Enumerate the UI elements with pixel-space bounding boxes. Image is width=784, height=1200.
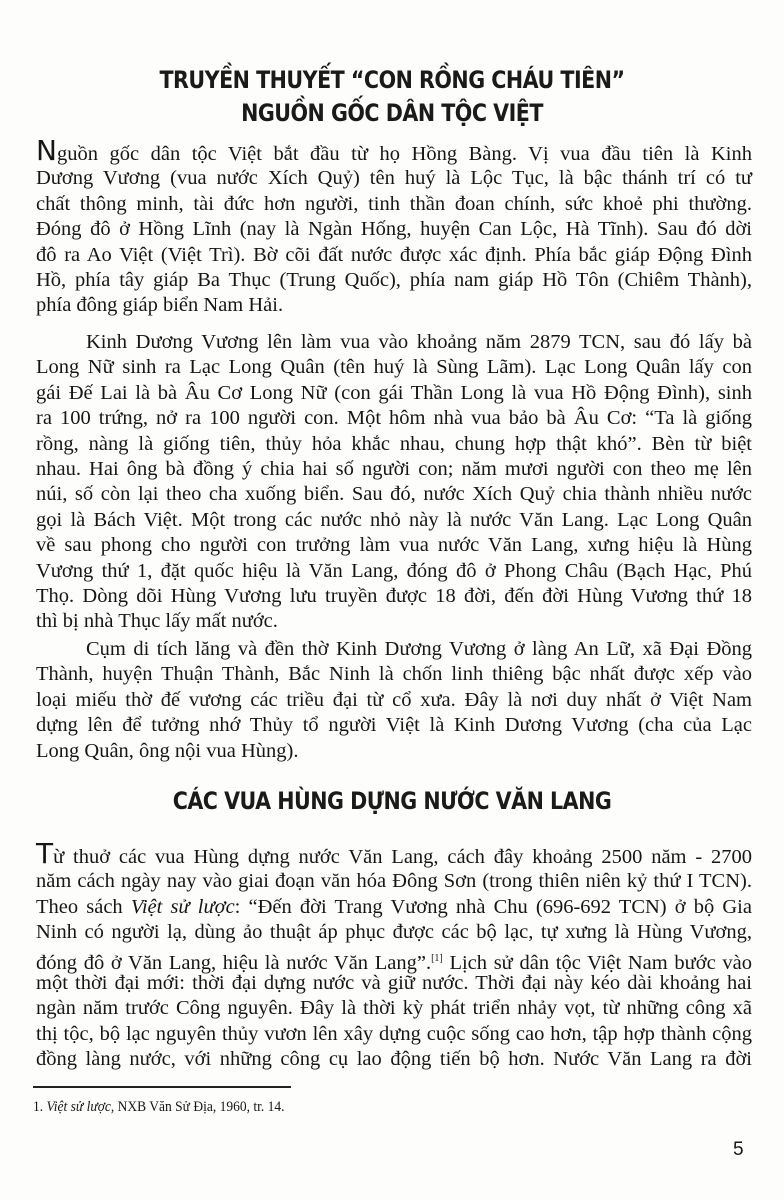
- text-line: Vương thứ 1, đặt quốc hiệu là Văn Lang, đóng đô ở Phong Châu (Bạch Hạc, Phú: [36, 559, 752, 582]
- text-line: nhau. Hai ông bà đồng ý chia hai số người con; năm mươi người con theo mẹ lên: [36, 457, 752, 480]
- text-segment: đóng đô ở Văn Lang, hiệu là nước Văn Lang”.: [36, 951, 432, 974]
- text-line: gọi là Bách Việt. Một trong các nước nhỏ này là nước Văn Lang. Lạc Long Quân: [36, 508, 752, 531]
- text-line-content: ừ thuở các vua Hùng dựng nước Văn Lang, cách đây khoảng 2500 năm - 2700: [53, 846, 752, 868]
- text-line-content: guồn gốc dân tộc Việt bắt đầu từ họ Hồng Bàng. Vị vua đầu tiên là Kinh: [56, 143, 752, 165]
- text-line: một thời đại mới: thời đại dựng nước và giữ nước. Thời đại này kéo dài khoảng hai: [36, 971, 752, 994]
- text-line: thị tộc, bộ lạc nguyên thủy vươn lên xây dựng cuộc sống cao hơn, tập hợp thành cộng: [36, 1022, 752, 1045]
- text-line: Kinh Dương Vương lên làm vua vào khoảng năm 2879 TCN, sau đó lấy bà: [86, 331, 752, 353]
- section-title-line1: TRUYỀN THUYẾT “CON RỒNG CHÁU TIÊN”: [159, 66, 625, 94]
- paragraph-origin: [36, 134, 752, 319]
- paragraph-relic-site: [36, 637, 752, 764]
- text-line: [36, 134, 752, 167]
- text-line: Thọ. Dòng dõi Hùng Vương lưu truyền được 18 đời, đến đời Hùng Vương thứ 18: [36, 584, 752, 607]
- text-line: đồng làng nước, với những công cụ lao động tiến bộ hơn. Nước Văn Lang ra đời: [36, 1048, 752, 1071]
- text-segment: : “Đến đời Trang Vương nhà Chu (696-692 TCN) ở bộ Gia: [234, 895, 752, 918]
- text-line: Thành, huyện Thuận Thành, Bắc Ninh là chốn linh thiêng bậc nhất được xếp vào: [36, 663, 752, 686]
- footnote-number: 1.: [33, 1099, 47, 1115]
- text-line: [36, 837, 752, 870]
- footnote-text: NXB Văn Sử Địa, 1960, tr. 14.: [114, 1099, 285, 1115]
- page-number: 5: [733, 1139, 744, 1160]
- paragraph-kinh-duong-vuong: [36, 330, 752, 635]
- text-line: ngàn năm trước Công nguyên. Đây là thời kỳ phát triển nhảy vọt, từ những công xã: [36, 997, 752, 1020]
- text-line: loại miếu thờ đế vương các triều đại từ cổ xưa. Đây là nơi duy nhất ở Việt Nam: [36, 688, 752, 711]
- text-line: Hồ, phía tây giáp Ba Thục (Trung Quốc), phía nam giáp Hồ Tôn (Chiêm Thành),: [36, 268, 752, 291]
- section-title-line2: NGUỒN GỐC DÂN TỘC VIỆT: [241, 99, 543, 127]
- text-line: về sau phong cho người con trưởng làm vua nước Văn Lang, xưng hiệu là Hùng: [36, 534, 752, 557]
- text-line: Long Quân, ông nội vua Hùng).: [36, 739, 299, 762]
- text-line: năm cách ngày nay vào giai đoạn văn hóa Đông Sơn (trong thiên niên kỷ thứ I TCN).: [36, 870, 752, 893]
- text-line: rồng, nàng là giống tiên, thủy hỏa khắc nhau, chung hợp thật khó”. Bèn từ biệt: [36, 432, 752, 455]
- text-segment: Lịch sử dân tộc Việt Nam bước vào: [442, 951, 752, 974]
- section2-title: CÁC VUA HÙNG DỰNG NƯỚC VĂN LANG: [172, 787, 612, 815]
- text-line: thì bị nhà Thục lấy mất nước.: [36, 610, 278, 633]
- text-line: Đóng đô ở Hồng Lĩnh (nay là Ngàn Hống, huyện Can Lộc, Hà Tĩnh). Sau đó dời: [36, 218, 752, 241]
- paragraph-hung-kings: [36, 837, 752, 1073]
- footnote: [33, 1099, 284, 1116]
- footnote-divider: [33, 1086, 291, 1088]
- book-title-italic: Việt sử lược: [130, 895, 235, 918]
- text-line: phía đông giáp biển Nam Hải.: [36, 294, 284, 317]
- text-line: núi, số còn lại theo cha xuống biển. Sau đó, nước Xích Quỷ chia thành nhiều nước: [36, 483, 752, 506]
- footnote-reference[interactable]: [1]: [431, 952, 443, 964]
- text-line: gái Đế Lai là bà Âu Cơ Long Nữ (con gái Thần Long là vua Hồ Động Đình), sinh: [36, 381, 752, 404]
- text-line: chất thông minh, tài đức hơn người, tinh thần đoan chính, sức khoẻ phi thường.: [36, 192, 752, 215]
- text-line: [36, 946, 752, 974]
- text-line: Dương Vương (vua nước Xích Quỷ) tên huý là Lộc Tục, là bậc thánh trí có tư: [36, 167, 752, 190]
- text-line: đô ra Ao Việt (Việt Trì). Bờ cõi đất nước được xác định. Phía bắc giáp Động Đình: [36, 243, 752, 266]
- drop-cap: N: [36, 134, 57, 167]
- text-line: Cụm di tích lăng và đền thờ Kinh Dương Vương ở làng An Lữ, xã Đại Đồng: [86, 638, 752, 660]
- text-segment: Theo sách: [36, 895, 131, 918]
- drop-cap: T: [36, 837, 54, 870]
- footnote-book-title: Việt sử lược,: [46, 1099, 115, 1115]
- text-line: ra 100 trứng, nở ra 100 người con. Một hôm nhà vua bảo bà Âu Cơ: “Ta là giống: [36, 407, 752, 430]
- text-line: [36, 895, 752, 920]
- text-line: dựng lên để tưởng nhớ Thủy tổ người Việt là Kinh Dương Vương (cha của Lạc: [36, 714, 752, 737]
- text-line: Long Nữ sinh ra Lạc Long Quân (tên huý là Sùng Lãm). Lạc Long Quân lấy con: [36, 356, 752, 379]
- text-line: Ninh có người lạ, dùng ảo thuật áp phục được các bộ lạc, tự xưng là Hùng Vương,: [36, 921, 752, 944]
